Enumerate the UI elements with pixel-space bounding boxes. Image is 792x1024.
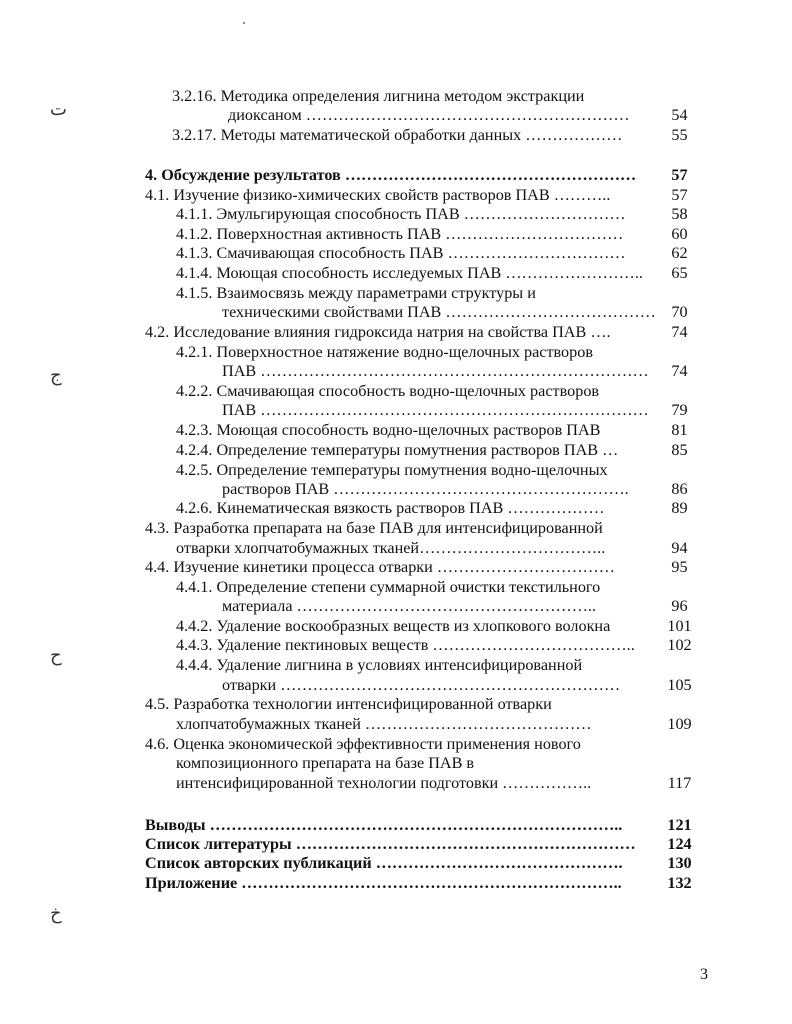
toc-entry-page: 74: [671, 362, 688, 380]
toc-entry-page: 95: [671, 558, 688, 576]
toc-entry-page: 54: [671, 106, 688, 124]
toc-entry-page: 58: [671, 205, 688, 223]
toc-entry-text: 4.1.2. Поверхностная активность ПАВ ……………………………: [176, 225, 624, 243]
toc-entry-text: 4.4.3. Удаление пектиновых веществ ………………………………..: [176, 636, 635, 654]
toc-entry-text: Приложение ……………………………………………………………..: [145, 874, 622, 892]
toc-entry-text: интенсифицированной технологии подготовки ……………..: [176, 774, 592, 792]
toc-entry-page: 74: [671, 323, 688, 341]
toc-entry-page: 121: [667, 816, 692, 834]
toc-entry-page: 117: [667, 774, 692, 792]
toc-entry-text: растворов ПАВ ……………………………………………….: [222, 480, 629, 498]
toc-entry-text: техническими свойствами ПАВ …………………………………: [222, 303, 656, 321]
toc-entry-text: 4.2.3. Моющая способность водно-щелочных растворов ПАВ: [176, 421, 601, 439]
toc-entry-text: материала ………………………………………………..: [222, 597, 597, 615]
toc-entry-text: 4.6. Оценка экономической эффективности применения нового: [145, 735, 581, 753]
toc-entry-page: 79: [671, 401, 688, 419]
toc-entry-page: 109: [667, 715, 692, 733]
toc-entry-text: отварки ………………………………………………………: [222, 676, 621, 694]
toc-entry-page: 81: [671, 421, 688, 439]
toc-entry-text: Список литературы ………………………………………………………: [145, 835, 636, 853]
toc-entry-text: 4.2.6. Кинематическая вязкость растворов ПАВ ………………: [176, 499, 605, 517]
toc-entry-text: хлопчатобумажных тканей ……………………………………: [176, 715, 592, 733]
toc-entry-text: диоксаном ……………………………………………………: [228, 106, 630, 124]
toc-entry-text: 4.1.4. Моющая способность исследуемых ПАВ ……………………..: [176, 264, 643, 282]
margin-scan-mark: ج: [50, 365, 62, 385]
toc-entry-text: Список авторских публикаций ……………………………………….: [145, 854, 623, 872]
toc-entry-text: 4.2.2. Смачивающая способность водно-щелочных растворов: [176, 382, 600, 400]
toc-entry-text: 4.1.3. Смачивающая способность ПАВ ……………………………: [176, 244, 626, 262]
scan-speck: [243, 22, 245, 24]
toc-entry-page: 132: [667, 874, 692, 892]
toc-entry-page: 55: [671, 126, 688, 144]
toc-entry-page: 60: [671, 225, 688, 243]
toc-entry-text: 3.2.17. Методы математической обработки данных ………………: [172, 126, 623, 144]
toc-entry-page: 101: [667, 617, 692, 635]
toc-entry-text: отварки хлопчатобумажных тканей……………………………..: [176, 539, 606, 557]
toc-entry-text: 4.4.1. Определение степени суммарной очистки текстильного: [176, 578, 601, 596]
margin-scan-mark: خ: [50, 903, 62, 923]
toc-entry-text: 4.2.4. Определение температуры помутнения растворов ПАВ …: [176, 441, 619, 459]
margin-scan-mark: ت: [50, 99, 67, 119]
toc-entry-text: 3.2.16. Методика определения лигнина методом экстракции: [172, 87, 585, 105]
toc-entry-page: 94: [671, 539, 688, 557]
toc-entry-page: 96: [671, 597, 688, 615]
toc-entry-text: 4.2. Исследование влияния гидроксида натрия на свойства ПАВ ….: [145, 323, 611, 341]
margin-scan-mark: ح: [50, 645, 62, 665]
toc-entry-page: 57: [671, 166, 688, 184]
toc-entry-text: 4.4.2. Удаление воскообразных веществ из хлопкового волокна: [176, 617, 611, 635]
toc-entry-text: 4.1. Изучение физико-химических свойств растворов ПАВ ………..: [145, 186, 611, 204]
toc-entry-text: 4.3. Разработка препарата на базе ПАВ для интенсифицированной: [145, 519, 603, 537]
toc-entry-page: 65: [671, 264, 688, 282]
toc-entry-text: 4.4.4. Удаление лигнина в условиях интенсифицированной: [176, 656, 583, 674]
toc-entry-page: 86: [671, 480, 688, 498]
toc-entry-page: 105: [667, 676, 692, 694]
toc-entry-text: 4.4. Изучение кинетики процесса отварки ……………………………: [145, 558, 615, 576]
toc-entry-page: 102: [667, 636, 692, 654]
toc-entry-page: 62: [671, 244, 688, 262]
toc-entry-text: Выводы …………………………………………………………………..: [145, 816, 623, 834]
toc-entry-page: 130: [667, 854, 692, 872]
toc-entry-page: 85: [671, 441, 688, 459]
toc-entry-text: ПАВ ………………………………………………………………: [222, 401, 649, 419]
toc-entry-text: 4. Обсуждение результатов ………………………………………………: [145, 166, 637, 184]
toc-entry-text: 4.2.5. Определение температуры помутнения водно-щелочных: [176, 461, 608, 479]
page-number: 3: [700, 966, 708, 983]
toc-entry-text: композиционного препарата на базе ПАВ в: [176, 754, 475, 772]
toc-entry-page: 89: [671, 499, 688, 517]
toc-entry-page: 124: [667, 835, 692, 853]
toc-entry-text: 4.2.1. Поверхностное натяжение водно-щелочных растворов: [176, 343, 593, 361]
toc-entry-text: ПАВ ………………………………………………………………: [222, 362, 649, 380]
toc-entry-page: 70: [671, 303, 688, 321]
toc-entry-text: 4.1.1. Эмульгирующая способность ПАВ …………………………: [176, 205, 626, 223]
toc-entry-page: 57: [671, 186, 688, 204]
toc-entry-text: 4.5. Разработка технологии интенсифицированной отварки: [145, 695, 552, 713]
toc-entry-text: 4.1.5. Взаимосвязь между параметрами структуры и: [176, 284, 536, 302]
